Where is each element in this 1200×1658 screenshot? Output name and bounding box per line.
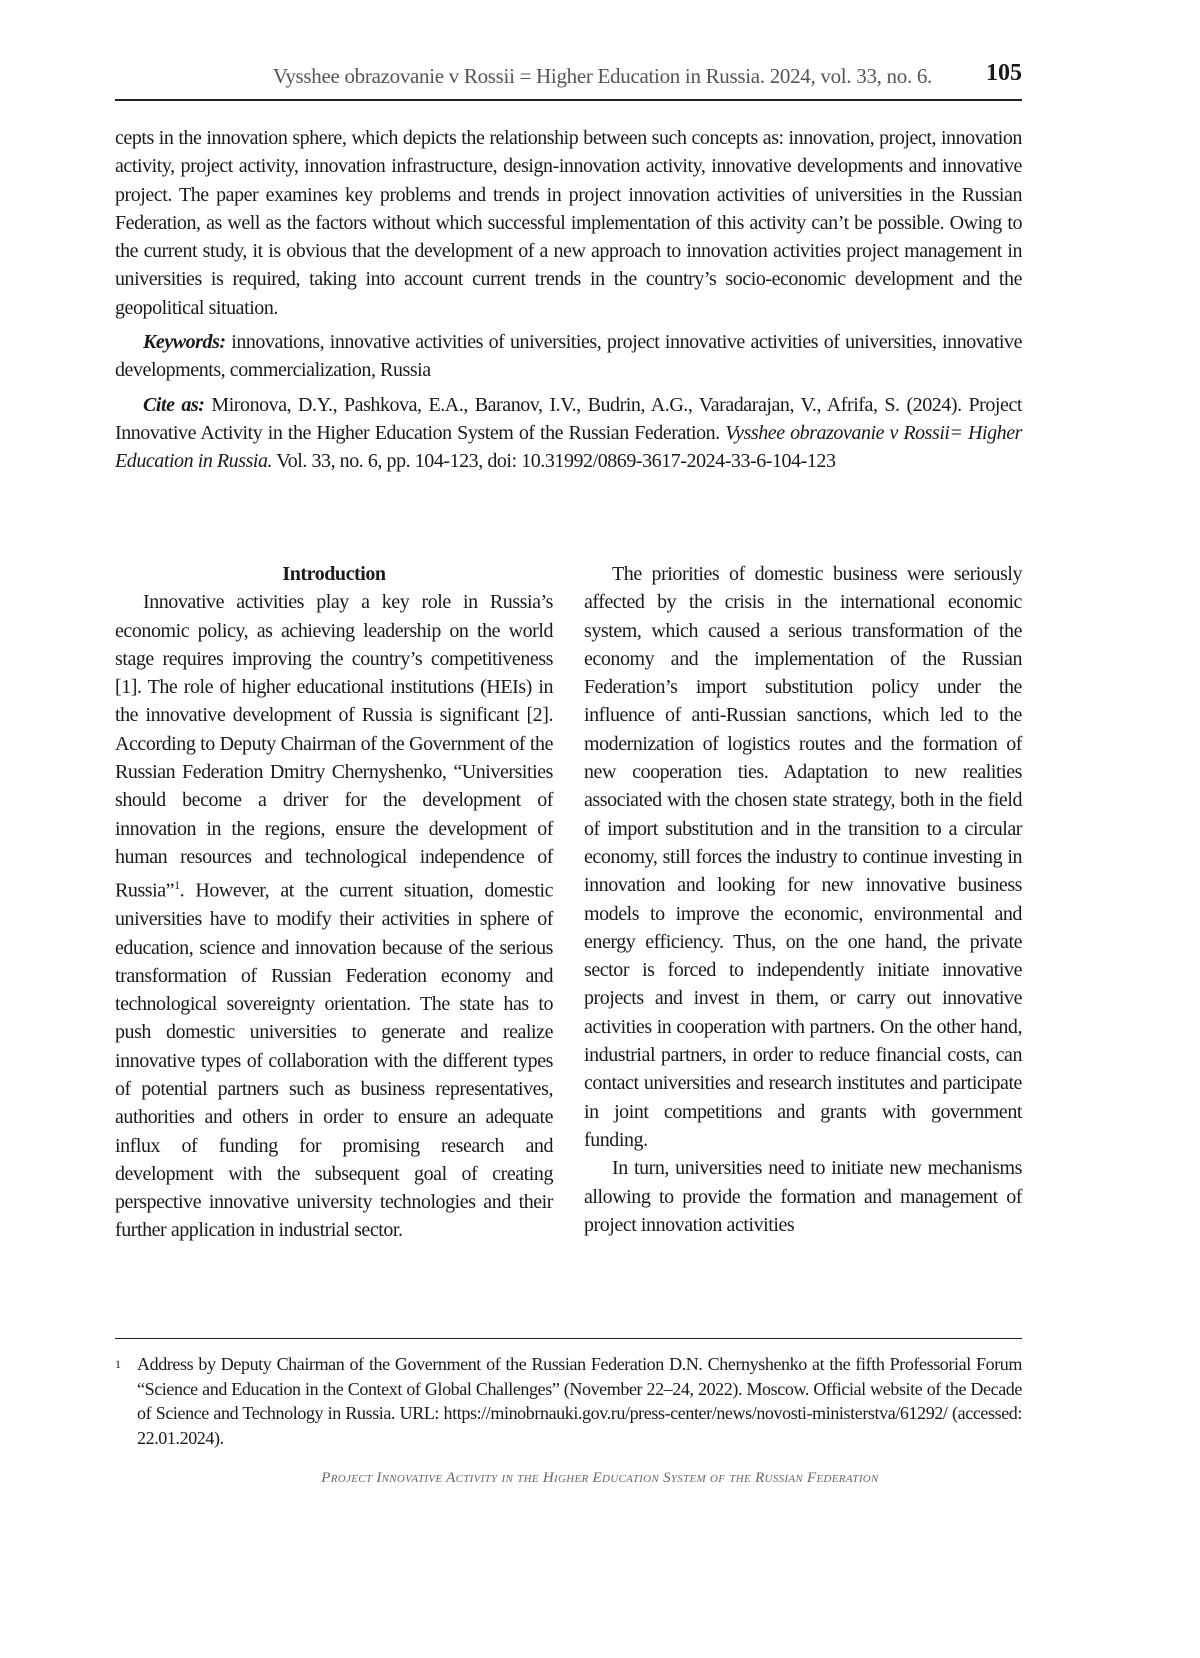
intro-paragraph-2: The priorities of domestic business were seriously affected by the crisis in the international economic system, which caused a serious transformation of the economy and the implementation of the Russian Federation’s import substitution policy under the influence of anti-Russian sanctions, which led to the modernization of logistics routes and the formation of new cooperation ties. Adaptation to new realities associated with the chosen state strategy, both in the field of import substitution and in the transition to a circular economy, still forces the industry to continue investing in innovation and looking for new innovative business models to improve the economic, environmental and energy efficiency. Thus, on the one hand, the private sector is forced to independently initiate innovative projects and invest in them, or carry out innovative activities in cooperation with partners. On the other hand, industrial partners, in order to reduce financial costs, can contact universities and research institutes and participate in joint competitions and grants with government funding.: [584, 563, 1022, 1151]
cite-text: Mironova, D.Y., Pashkova, E.A., Baranov, I.V., Budrin, A.G., Varadarajan, V., Afrifa, S. (2024). Project Innovative Activity in the Higher Education System of the Russian Federation.: [115, 393, 1022, 444]
cite-journal: Vysshee obrazovanie v Rossii= Higher Education in Russia.: [115, 421, 1022, 473]
footnote-rule: [115, 1338, 1022, 1339]
page-number: 105: [986, 60, 1022, 86]
footnote-text: Address by Deputy Chairman of the Government of the Russian Federation D.N. Chernyshenko at the fifth Professorial Forum “Science and Education in the Context of Global Challenges” (November 22–24, 2022). Moscow. Official website of the Decade of Science and Technology in Russia. URL: https://minobrnauki.gov.ru/press-center/news/novosti-ministerstva/61292/ (accessed: 22.01.2024).: [137, 1354, 1022, 1448]
cite-rest: Vol. 33, no. 6, pp. 104-123, doi: 10.31992/0869-3617-2024-33-6-104-123: [272, 450, 836, 473]
cite-label: Cite as:: [143, 393, 205, 416]
running-title-footer: Project Innovative Activity in the Higher Education System of the Russian Federation: [321, 1470, 879, 1486]
abstract-section: [115, 124, 1022, 476]
header-rule: [115, 99, 1022, 101]
keywords: [115, 328, 1022, 385]
footnote-ref[interactable]: 1: [174, 878, 180, 893]
running-header: [115, 58, 1022, 98]
keywords-label: Keywords:: [143, 331, 226, 354]
intro-paragraph-1: [115, 588, 553, 1244]
paragraph-text: Innovative activities play a key role in Russia’s economic policy, as achieving leadership on the world stage requires improving the country’s competitiveness [1]. The role of higher educational institutions (HEIs) in the innovative development of Russia is significant [2]. According to Deputy Chairman of the Government of the Russian Federation Dmitry Chernyshenko, “Universities should become a driver for the development of innovation in the regions, ensure the development of human resources and technological independence of Russia”: [115, 591, 553, 902]
right-column: [584, 560, 1022, 1245]
intro-paragraph-3: In turn, universities need to initiate new mechanisms allowing to provide the formation and management of project innovation activities: [584, 1157, 1022, 1236]
paragraph-text: . However, at the current situation, domestic universities have to modify their activities in sphere of education, science and innovation because of the serious transformation of Russian Federation economy and technological sovereignty orientation. The state has to push domestic universities to generate and realize innovative types of collaboration with the different types of potential partners such as business representatives, authorities and others in order to ensure an adequate influx of funding for promising research and development with the subsequent goal of creating perspective innovative university technologies and their further application in industrial sector.: [115, 879, 553, 1242]
section-heading: Introduction: [282, 563, 386, 585]
journal-citation: Vysshee obrazovanie v Rossii = Higher Education in Russia. 2024, vol. 33, no. 6.: [272, 64, 932, 88]
footnote-number: 1: [115, 1357, 121, 1371]
cite-as: [115, 391, 1022, 476]
footnote: [115, 1352, 1022, 1450]
left-column: [115, 560, 553, 1245]
keywords-text: innovations, innovative activities of universities, project innovative activities of universities, innovative developments, commercialization, Russia: [115, 331, 1022, 382]
body-columns: [115, 560, 1022, 1245]
abstract-text: cepts in the innovation sphere, which depicts the relationship between such concepts as: innovation, project, innovation activity, project activity, innovation infrastructure, design-innovation activity, innovative developments and innovative project. The paper examines key problems and trends in project innovation activities of universities in the Russian Federation, as well as the factors without which successful implementation of this activity can’t be possible. Owing to the current study, it is obvious that the development of a new approach to innovation activities project management in universities is required, taking into account current trends in the country’s socio-economic development and the geopolitical situation.: [115, 127, 1022, 319]
